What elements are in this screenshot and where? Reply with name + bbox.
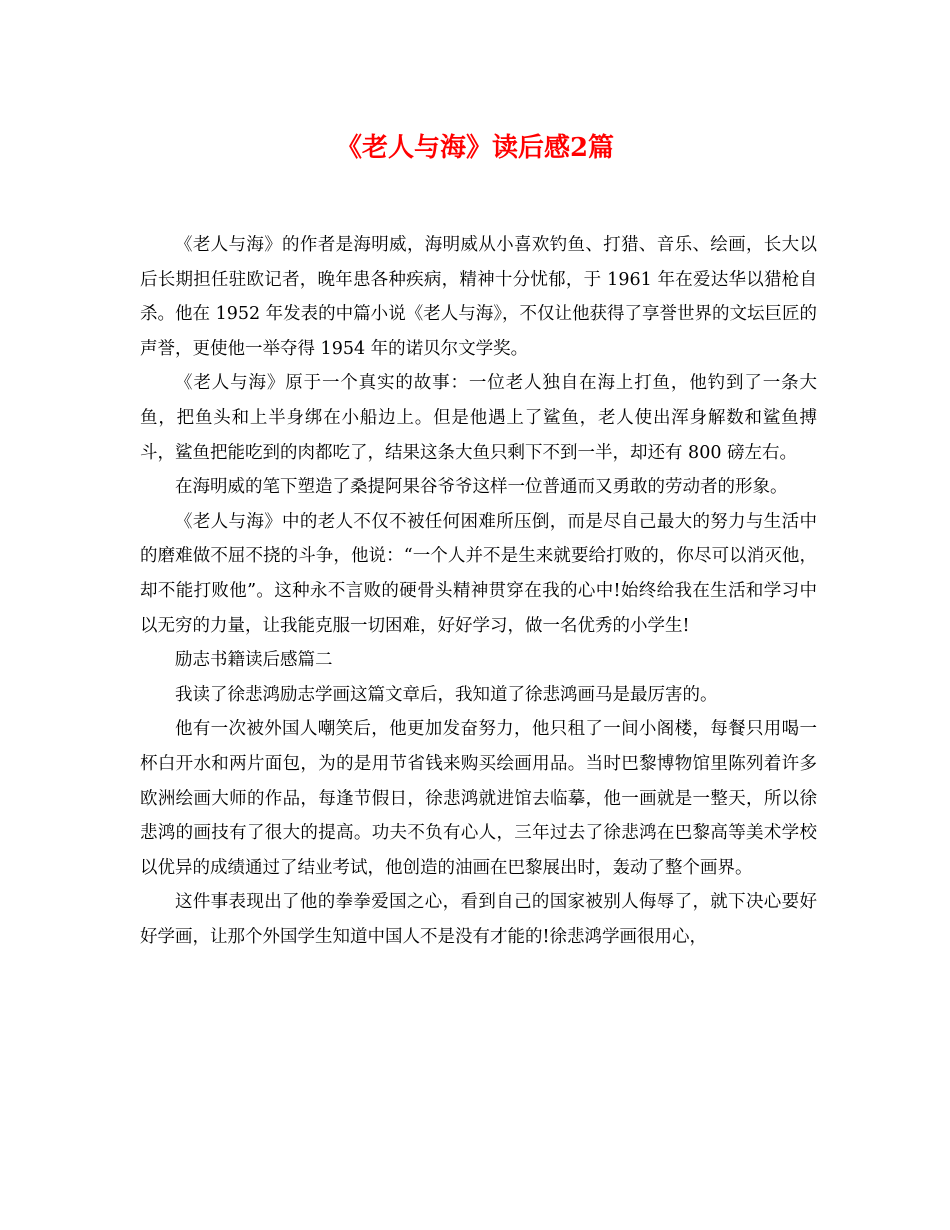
- document-title: 《老人与海》读后感2篇: [335, 133, 615, 163]
- document-body: [140, 228, 817, 954]
- paragraph: 《老人与海》中的老人不仅不被任何困难所压倒，而是尽自己最大的努力与生活中的磨难做不屈不挠的斗争，他说：“一个人并不是生来就要给打败的，你尽可以消灭他，却不能打败他”。这种永不言败的硬骨头精神贯穿在我的心中!始终给我在生活和学习中以无穷的力量，让我能克服一切困难，好好学习，做一名优秀的小学生!: [140, 511, 817, 636]
- paragraph: 在海明威的笔下塑造了桑提阿果谷爷爷这样一位普通而又勇敢的劳动者的形象。: [175, 477, 788, 498]
- paragraph: 这件事表现出了他的拳拳爱国之心，看到自己的国家被别人侮辱了，就下决心要好好学画，让那个外国学生知道中国人不是没有才能的!徐悲鸿学画很用心，: [140, 892, 817, 947]
- paragraph: 《老人与海》原于一个真实的故事：一位老人独自在海上打鱼，他钓到了一条大鱼，把鱼头和上半身绑在小船边上。但是他遇上了鲨鱼，老人使出浑身解数和鲨鱼搏斗，鲨鱼把能吃到的肉都吃了，结果这条大鱼只剩下不到一半，却还有 800 磅左右。: [140, 373, 817, 463]
- section-heading: 励志书籍读后感篇二: [175, 650, 333, 671]
- paragraph: 《老人与海》的作者是海明威，海明威从小喜欢钓鱼、打猎、音乐、绘画，长大以后长期担任驻欧记者，晚年患各种疾病，精神十分忧郁，于 1961 年在爱达华以猎枪自杀。他在 1952 年发表的中篇小说《老人与海》，不仅让他获得了享誉世界的文坛巨匠的声誉，更使他一举夺得 1954 年的诺贝尔文学奖。: [140, 235, 817, 359]
- paragraph: 我读了徐悲鸿励志学画这篇文章后，我知道了徐悲鸿画马是最厉害的。: [175, 684, 718, 705]
- paragraph: 他有一次被外国人嘲笑后，他更加发奋努力，他只租了一间小阁楼，每餐只用喝一杯白开水和两片面包，为的是用节省钱来购买绘画用品。当时巴黎博物馆里陈列着许多欧洲绘画大师的作品，每逢节假日，徐悲鸿就进馆去临摹，他一画就是一整天，所以徐悲鸿的画技有了很大的提高。功夫不负有心人，三年过去了徐悲鸿在巴黎高等美术学校以优异的成绩通过了结业考试，他创造的油画在巴黎展出时，轰动了整个画界。: [140, 719, 817, 878]
